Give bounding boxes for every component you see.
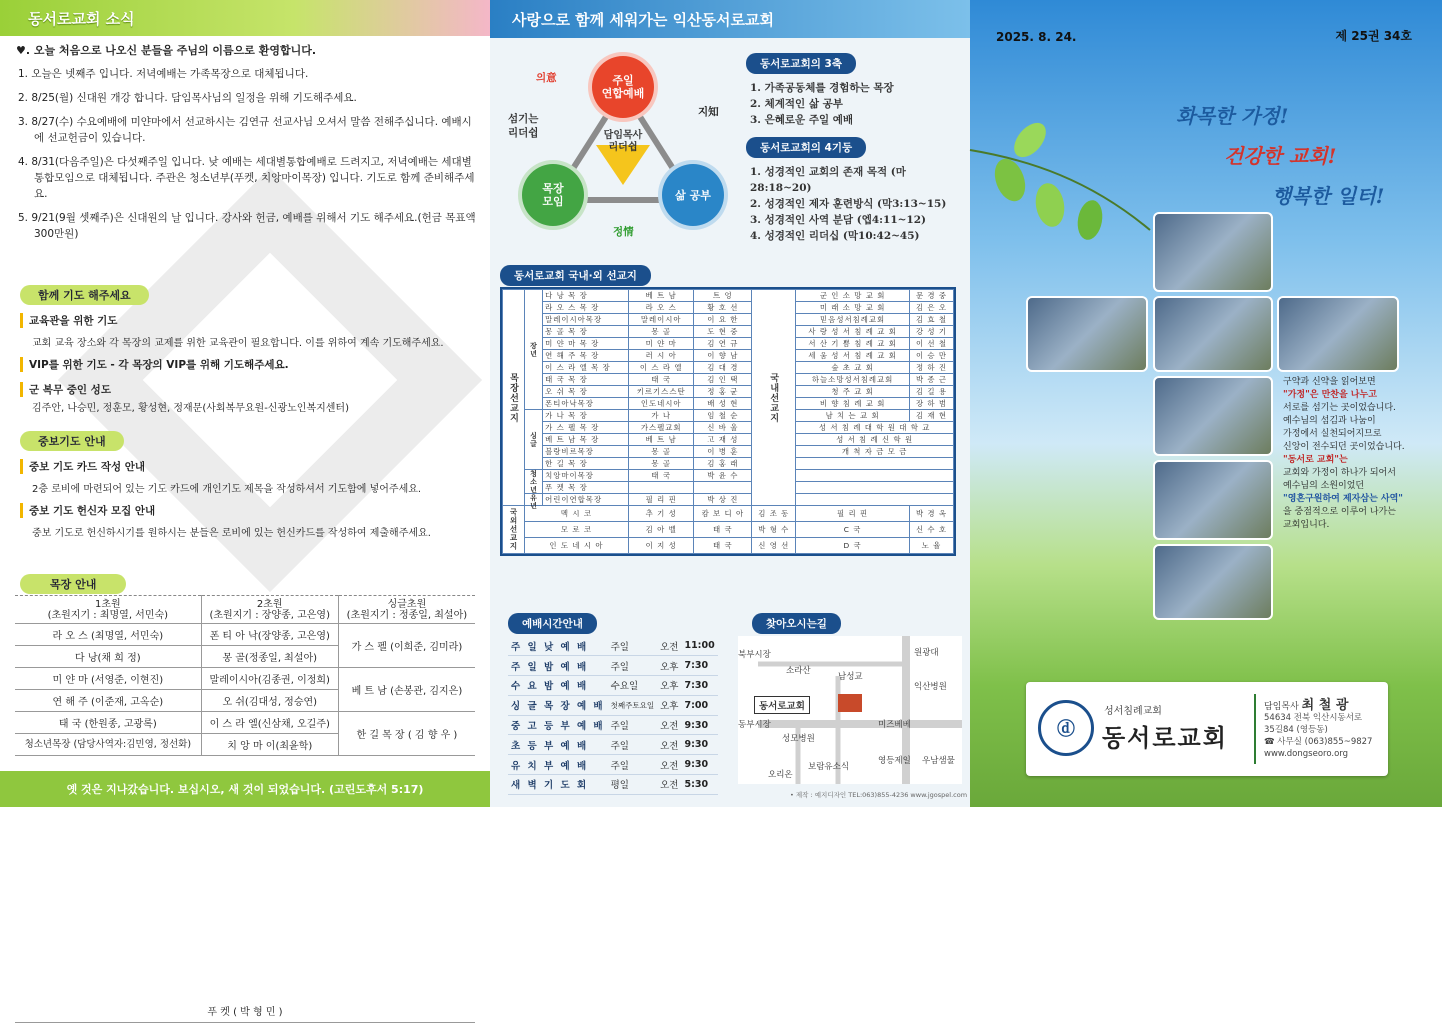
worship-time: 7:30 xyxy=(681,676,717,696)
news-item: 2. 8/25(월) 신대원 개강 합니다. 담임목사님의 일정을 위해 기도해주세요. xyxy=(18,92,357,104)
worship-tag-wrap xyxy=(508,612,597,634)
mission-row xyxy=(503,338,954,350)
photo-kids xyxy=(1026,296,1148,372)
mission-cell: 이 스 라 엘 xyxy=(628,362,693,374)
mission-cell: 가 나 xyxy=(628,410,693,422)
domestic-church: 남 치 는 교 회 xyxy=(796,410,910,422)
foreign-cell: 신 영 선 xyxy=(752,538,796,554)
worship-name: 초 등 부 예 배 xyxy=(508,735,608,755)
domestic-church: 청 주 교 회 xyxy=(796,386,910,398)
axis-item: 1. 가족공동체를 경험하는 목장 xyxy=(750,82,894,94)
worship-day: 주일 xyxy=(608,735,657,755)
mission-cell: 가 나 목 장 xyxy=(543,410,629,422)
mission-cell: 이 향 남 xyxy=(694,350,752,362)
foreign-cell: 박 형 수 xyxy=(752,522,796,538)
church-name: 동서로교회 xyxy=(1102,724,1228,752)
worship-name: 유 치 부 예 배 xyxy=(508,755,608,775)
domestic-church: 성 서 침 례 신 학 원 xyxy=(796,434,954,446)
mokjang-table xyxy=(15,595,475,756)
church-description: 구약과 신약을 읽어보면 "가정"은 만찬을 나누고 서로를 섬기는 곳이었습니다. 예수님의 섬김과 나눔이 가정에서 실천되어지므로 신앙이 전수되던 곳이었습니다. "동서로 교회"는 교회와 가정이 하나가 되어서 예수님의 소원이었던 "영혼구원하여 제자삼는 사역" 을 중점적으로 이루어 나가는 교회입니다. xyxy=(1283,377,1405,530)
worship-day: 주일 xyxy=(608,656,657,676)
mission-cell: 미 얀 마 목 장 xyxy=(543,338,629,350)
mission-cell: 이 요 한 xyxy=(694,314,752,326)
worship-name: 싱 글 목 장 예 배 xyxy=(508,695,608,715)
domestic-label: 국내선교지 xyxy=(752,290,796,506)
credit-text: • 제작 : 예지디자인 TEL:063)855-4236 www.jgospel.com xyxy=(790,791,968,799)
worship-name: 중 고 등 부 예 배 xyxy=(508,715,608,735)
prayer-section xyxy=(20,284,480,414)
church-address: 54634 전북 익산시동서로 35길84 (영등동) ☎ 사무실 (063)855~9827 www.dongseoro.org xyxy=(1264,713,1373,759)
map-label: 오리온 xyxy=(768,770,793,780)
prayer-body: 김주안, 나승민, 정훈모, 황성현, 정재문(사회복무요원-신광노인복지센터) xyxy=(32,403,349,414)
mission-cell: 몽 골 xyxy=(628,446,693,458)
intercession-head: 중보 기도 카드 작성 안내 xyxy=(20,459,480,474)
domestic-pastor: 이 승 만 xyxy=(910,350,954,362)
photo-study xyxy=(1153,460,1273,540)
news-title: 동서로교회 소식 xyxy=(28,9,135,28)
foreign-cell: 태 국 xyxy=(694,538,752,554)
card-divider xyxy=(1254,694,1256,764)
worship-tag: 예배시간안내 xyxy=(508,613,597,634)
mission-row xyxy=(503,482,954,494)
worship-row xyxy=(508,656,718,676)
label-serve: 섬기는 리더쉽 xyxy=(508,113,539,139)
foreign-cell: 신 수 호 xyxy=(910,522,954,538)
foreign-cell: 모 로 코 xyxy=(524,522,628,538)
pillar-item: 3. 성경적인 사역 분담 (엡4:11~12) xyxy=(750,214,927,226)
map-tag-wrap xyxy=(752,612,841,634)
bulletin-date: 2025. 8. 24. xyxy=(996,30,1077,44)
worship-name: 주 일 낮 예 배 xyxy=(508,636,608,656)
photo-pastor xyxy=(1153,296,1273,372)
worship-row xyxy=(508,735,718,755)
intercession-head: 중보 기도 헌신자 모집 안내 xyxy=(20,503,480,518)
map-label: 익산병원 xyxy=(914,682,947,692)
mission-row xyxy=(503,326,954,338)
news-header xyxy=(0,0,490,36)
map-label: 원광대 xyxy=(914,648,939,658)
mission-row xyxy=(503,446,954,458)
table-row: 연 해 주 (이준재, 고옥순) 오 쉬(김대성, 정승연) xyxy=(15,690,475,712)
mission-cell: 오 쉬 목 장 xyxy=(543,386,629,398)
map-label: 소라산 xyxy=(786,666,811,676)
table-row: 미 얀 마 (서영준, 이현진) 말레이시아(김종권, 이정희) 베 트 남 (손봉관, 김지은) xyxy=(15,668,475,690)
intercession-pill: 중보기도 안내 xyxy=(20,431,124,451)
mission-cell xyxy=(694,482,752,494)
mission-cell: 러 시 아 xyxy=(628,350,693,362)
foreign-cell: 멕 시 코 xyxy=(524,506,628,522)
mission-cell: 베 트 남 xyxy=(628,434,693,446)
foreign-cell: 캄 보 디 아 xyxy=(694,506,752,522)
vision-diagram xyxy=(508,50,738,250)
worship-ampm: 오전 xyxy=(657,775,681,795)
foreign-label: 국외선교지 xyxy=(503,506,525,554)
mission-cell: 치앙마이목장 xyxy=(543,470,629,482)
mission-cell: 미 얀 마 xyxy=(628,338,693,350)
table-row: 태 국 (한원종, 고광록) 이 스 라 엘(신삼채, 오길주) 한 길 목 장 ( 김 향 우 ) xyxy=(15,712,475,734)
mission-subgroup-label: 청소년 xyxy=(524,470,542,494)
mission-cell: 인도네시아 xyxy=(628,398,693,410)
table-row: 라 오 스 (최명열, 서민숙) 폰 티 아 낙(장양종, 고은영) 가 스 펠 (이희준, 김미라) xyxy=(15,624,475,646)
mission-cell: 한 길 목 장 xyxy=(543,458,629,470)
mission-subgroup-label: 장년 xyxy=(524,290,542,410)
map-label: 보람유소식 xyxy=(808,762,850,772)
worship-ampm: 오후 xyxy=(657,695,681,715)
domestic-pastor: 김 효 철 xyxy=(910,314,954,326)
domestic-church: 성 서 침 례 대 학 원 대 학 교 xyxy=(796,422,954,434)
verse-text: 옛 것은 지나갔습니다. 보십시오, 새 것이 되었습니다. (고린도후서 5:17) xyxy=(66,783,424,796)
foreign-cell: 김 조 동 xyxy=(752,506,796,522)
mission-row xyxy=(503,374,954,386)
slogan-line-1: 화목한 가정! xyxy=(1176,104,1289,128)
domestic-church: 미 래 소 망 교 회 xyxy=(796,302,910,314)
mission-cell: 폰티아낙목장 xyxy=(543,398,629,410)
worship-time: 7:00 xyxy=(681,695,717,715)
mission-row xyxy=(503,362,954,374)
mission-cell: 김 연 규 xyxy=(694,338,752,350)
foreign-cell: C 국 xyxy=(796,522,910,538)
mission-row xyxy=(503,290,954,302)
foreign-cell: 추 기 성 xyxy=(628,506,693,522)
map-label: 성모병원 xyxy=(782,734,815,744)
mission-row xyxy=(503,410,954,422)
welcome-text: ♥. 오늘 처음으로 나오신 분들을 주님의 이름으로 환영합니다. xyxy=(16,44,317,57)
circle-mokjang: 목장 모임 xyxy=(518,160,588,230)
photo-worship xyxy=(1153,212,1273,292)
mission-cell xyxy=(628,482,693,494)
mission-cell: 라 오 스 xyxy=(628,302,693,314)
verse-footer xyxy=(0,771,490,807)
mission-row xyxy=(503,422,954,434)
worship-name: 새 벽 기 도 회 xyxy=(508,775,608,795)
domestic-church: 군 인 소 망 교 회 xyxy=(796,290,910,302)
mission-cell: 필 리 핀 xyxy=(628,494,693,506)
prayer-pill: 함께 기도 해주세요 xyxy=(20,285,149,305)
grassland-single: 싱글초원 (초원지기 : 정종일, 최설아) xyxy=(338,596,475,624)
mission-cell: 베 트 남 목 장 xyxy=(543,434,629,446)
prayer-head: 군 복무 중인 성도 xyxy=(20,382,480,397)
map-label: 북부시장 xyxy=(738,650,771,660)
intercession-body: 2층 로비에 마련되어 있는 기도 카드에 개인기도 제목을 작성하셔서 기도함에 넣어주세요. xyxy=(32,484,422,495)
map-label: 미즈베베 xyxy=(878,720,911,730)
worship-row xyxy=(508,636,718,656)
mission-row xyxy=(503,350,954,362)
mission-cell: 태 국 목 장 xyxy=(543,374,629,386)
pillar-item: 1. 성경적인 교회의 존재 목적 (마28:18~20) xyxy=(750,166,906,194)
missions-tag: 동서로교회 국내·외 선교지 xyxy=(500,265,651,286)
worship-day: 수요일 xyxy=(608,676,657,696)
circle-worship: 주일 연합예배 xyxy=(588,52,658,122)
domestic-pastor: 정 하 진 xyxy=(910,362,954,374)
mission-cell: 정 홍 균 xyxy=(694,386,752,398)
mokjang-pill: 목장 안내 xyxy=(20,574,126,594)
mission-cell: 연 해 주 목 장 xyxy=(543,350,629,362)
domestic-church: 믿음성서침례교회 xyxy=(796,314,910,326)
mission-cell: 몽 골 xyxy=(628,458,693,470)
foreign-cell: 박 경 옥 xyxy=(910,506,954,522)
mission-row xyxy=(503,302,954,314)
domestic-church: 서 산 기 쁨 침 례 교 회 xyxy=(796,338,910,350)
mission-cell: 몽 골 xyxy=(628,326,693,338)
prayer-body: 교회 교육 장소와 각 목장의 교제를 위한 교육관이 필요합니다. 이를 위하여 계속 기도해주세요. xyxy=(32,338,444,349)
mission-cell: 박 상 진 xyxy=(694,494,752,506)
missions-table xyxy=(500,287,956,556)
mission-row xyxy=(503,458,954,470)
mission-cell: 몽 골 목 장 xyxy=(543,326,629,338)
worship-day: 주일 xyxy=(608,636,657,656)
missions-tag-wrap xyxy=(500,264,651,286)
news-list xyxy=(18,66,476,242)
mission-cell: 가스펠교회 xyxy=(628,422,693,434)
worship-name: 수 요 밤 예 배 xyxy=(508,676,608,696)
circle-life-study: 삶 공부 xyxy=(658,160,728,230)
foreign-cell: 김 아 벨 xyxy=(628,522,693,538)
three-axes xyxy=(746,52,966,244)
mokjang-header-row xyxy=(15,596,475,624)
mission-cell: 베 트 남 xyxy=(628,290,693,302)
news-item: 4. 8/31(다음주일)은 다섯째주일 입니다. 낮 예배는 세대별통합예배로 드려지고, 저녁예배는 세대별통합모임으로 대체됩니다. 주관은 청소년부(푸켓, 치앙마이목장) 입니다. 기도로 함께 준비해주세요. xyxy=(18,156,475,200)
domestic-pastor: 문 경 중 xyxy=(910,290,954,302)
mokjang-pill-wrap xyxy=(20,573,126,594)
center-leadership: 담임목사 리더쉽 xyxy=(603,130,643,153)
worship-row xyxy=(508,775,718,795)
foreign-cell: 인 도 네 시 아 xyxy=(524,538,628,554)
cover-panel xyxy=(970,0,1442,807)
intercession-section xyxy=(20,430,480,539)
photo-group xyxy=(1153,376,1273,456)
vision-panel xyxy=(490,0,970,807)
foreign-row xyxy=(503,522,954,538)
mission-row xyxy=(503,494,954,506)
foreign-cell: 노 율 xyxy=(910,538,954,554)
domestic-pastor: 박 종 근 xyxy=(910,374,954,386)
mission-cell: 트 엉 xyxy=(694,290,752,302)
mission-cell: 황 호 선 xyxy=(694,302,752,314)
axis-item: 2. 체계적인 삶 공부 xyxy=(750,98,843,110)
map-label: 동부시장 xyxy=(738,720,771,730)
worship-time: 11:00 xyxy=(681,636,717,656)
mission-cell: 블랑비르목장 xyxy=(543,446,629,458)
mission-cell: 말레이시아목장 xyxy=(543,314,629,326)
pillars-tag: 동서로교회의 4기둥 xyxy=(746,137,866,158)
foreign-cell: 태 국 xyxy=(694,522,752,538)
worship-row xyxy=(508,755,718,775)
mission-cell: 임 철 순 xyxy=(694,410,752,422)
domestic-church: 개 척 자 금 모 금 xyxy=(796,446,954,458)
grassland-2: 2초원 (초원지기 : 장양종, 고은영) xyxy=(201,596,338,624)
mission-subgroup-label: 싱글 xyxy=(524,410,542,470)
worship-ampm: 오전 xyxy=(657,636,681,656)
mission-cell: 태 국 xyxy=(628,470,693,482)
news-item: 3. 8/27(수) 수요예배에 미얀마에서 선교하시는 김연규 선교사님 오셔서 말씀 전해주십니다. 예배시에 선교헌금이 있습니다. xyxy=(18,116,472,144)
church-subtitle: 성서침례교회 xyxy=(1104,706,1162,717)
worship-time: 5:30 xyxy=(681,775,717,795)
mission-cell: 푸 켓 목 장 xyxy=(543,482,629,494)
domestic-pastor: 김 길 용 xyxy=(910,386,954,398)
domestic-church: 비 향 침 례 교 회 xyxy=(796,398,910,410)
pillar-item: 2. 성경적인 제자 훈련방식 (막3:13~15) xyxy=(750,198,947,210)
worship-row xyxy=(508,676,718,696)
mission-cell: 키르기스스탄 xyxy=(628,386,693,398)
prayer-head: 교육관을 위한 기도 xyxy=(20,313,480,328)
foreign-row xyxy=(503,538,954,554)
worship-time: 7:30 xyxy=(681,656,717,676)
foreign-cell: D 국 xyxy=(796,538,910,554)
map-label: 남성교 xyxy=(838,672,863,682)
worship-day: 주일 xyxy=(608,715,657,735)
domestic-pastor: 강 성 기 xyxy=(910,326,954,338)
worship-time: 9:30 xyxy=(681,715,717,735)
map-tag: 찾아오시는길 xyxy=(752,613,841,634)
mission-cell: 김 대 경 xyxy=(694,362,752,374)
pillar-item: 4. 성경적인 리더십 (막10:42~45) xyxy=(750,230,920,242)
label-will: 의意 xyxy=(536,72,557,84)
mission-cell: 이 병 훈 xyxy=(694,446,752,458)
worship-ampm: 오후 xyxy=(657,676,681,696)
domestic-church: 세 움 성 서 침 례 교 회 xyxy=(796,350,910,362)
mission-cell: 말레이시아 xyxy=(628,314,693,326)
map-church-label: 동서로교회 xyxy=(754,696,810,714)
mission-cell: 배 성 현 xyxy=(694,398,752,410)
map-label: 영등제일 xyxy=(878,756,911,766)
worship-time: 9:30 xyxy=(681,755,717,775)
mission-cell: 이 스 라 엘 목 장 xyxy=(543,362,629,374)
domestic-church: 숲 초 교 회 xyxy=(796,362,910,374)
mission-cell: 김 홍 래 xyxy=(694,458,752,470)
mission-cell: 고 재 성 xyxy=(694,434,752,446)
mission-row xyxy=(503,386,954,398)
mission-subgroup-label: 유년 xyxy=(524,494,542,506)
directions-map xyxy=(738,636,962,784)
mission-cell: 도 현 중 xyxy=(694,326,752,338)
worship-ampm: 오전 xyxy=(657,735,681,755)
mission-group-label: 목장선교지 xyxy=(503,290,525,506)
map-label: 우남샘물 xyxy=(922,756,955,766)
domestic-church: 하늘소망성서침례교회 xyxy=(796,374,910,386)
slogan-line-3: 행복한 일터! xyxy=(1272,184,1385,208)
worship-day: 첫째주토요일 xyxy=(608,695,657,715)
mission-row xyxy=(503,434,954,446)
worship-time: 9:30 xyxy=(681,735,717,755)
worship-ampm: 오후 xyxy=(657,656,681,676)
axis-item: 3. 은혜로운 주일 예배 xyxy=(750,114,854,126)
mission-cell: 박 윤 수 xyxy=(694,470,752,482)
axes-tag: 동서로교회의 3축 xyxy=(746,53,856,74)
mission-cell: 가 스 펠 목 장 xyxy=(543,422,629,434)
domestic-pastor: 이 선 철 xyxy=(910,338,954,350)
worship-day: 주일 xyxy=(608,755,657,775)
mission-row xyxy=(503,470,954,482)
domestic-pastor: 김 재 현 xyxy=(910,410,954,422)
worship-ampm: 오전 xyxy=(657,715,681,735)
leaf-branch-icon xyxy=(970,110,1170,260)
pastor-block: 담임목사 최 철 광 xyxy=(1264,698,1349,713)
vision-header xyxy=(490,0,970,38)
news-panel: 동서로교회 소식 ♥. 오늘 처음으로 나오신 분들을 주님의 이름으로 환영합니다. 1. 오늘은 넷째주 입니다. 저녁예배는 가족목장으로 대체됩니다. 2. 8/25(월) 신대원 개강 합니다. 담임목사님의 일정을 위해 기도해주세요. 3. 8/27(수) 수요예배에 미얀마에서 선교하시는 김연규 선교사님 오셔서 말씀 전해주십니다. 예배시에 선교헌금이 있습니다. 4. 8/31(다음주일)은 다섯째주일 입니다. 낮 예배는 세대별통합예배로 드려지고, 저녁예배는 세대별통합모임으로 대체됩니다. 주관은 청소년부(푸켓, 치앙마이목장) 입니다. 기도로 함께 준비해주세요. 5. 9/21(9월 셋째주)은 신대원의 날 입니다. 강사와 헌금, 예배를 위해서 기도 해주세요.(헌금 목표액 300만원) 함께 기도 해주세요 교육관을 위한 기도 교회 교육 장소와 각 목장의 교제를 위한 교육관이 필요합니다. 이를 위하여 계속 기도해주세요. VIP를 위한 기도 - 각 목장의 VIP를 위해 기도해주세요. 군 복무 중인 성도 김주안, 나승민, 정훈모, 황성현, 정재문(사회복무요원-신광노인복지센터) 중보기도 안내 중보 기도 카드 작성 안내 2층 로비에 마련되어 있는 기도 카드에 개인기도 제목을 작성하셔서 기도함에 넣어주세요. 중보 기도 헌신자 모집 안내 중보 기도로 헌신하시기를 원하시는 분들은 로비에 있는 헌신카드를 작성하여 제출해주세요. 목장 안내 1초원 (초원지기 : 최명열, 서민숙) 2초원 (초원지기 : 장양종, 고은영) 싱글초원 (초원지기 : 정종일, 최설아) 라 오 스 (최명열, 서민숙) 폰 티 아 낙(장양종, 고은영) 가 스 펠 (이희준, 김미라) 다 낭(채 희 정) 몽 골(정종일, 최설아) 미 얀 마 (서영준, 이현진) 말레이시아(김종권, 이정희) 베 트 남 (손봉관, 김지은) 연 해 주 (이준재, 고옥순) 오 쉬(김대성, 정승연) 태 국 (한원종, 고광록) 이 스 라 엘(신삼채, 오길주) 한 길 목 장 ( 김 향 우 ) 청소년목장 (담당사역자:김민영, 정선화) 치 앙 마 이(최윤학) 푸 켓 ( 박 형 민 ) 옛 것은 지나갔습니다. 보십시오, 새 것이 되었습니다. (고린도후서 5:17) xyxy=(0,0,490,807)
prayer-head: VIP를 위한 기도 - 각 목장의 VIP를 위해 기도해주세요. xyxy=(20,357,480,372)
grassland-1: 1초원 (초원지기 : 최명열, 서민숙) xyxy=(15,596,201,624)
foreign-cell: 이 지 성 xyxy=(628,538,693,554)
mission-row xyxy=(503,314,954,326)
worship-day: 평일 xyxy=(608,775,657,795)
mission-cell: 신 바 울 xyxy=(694,422,752,434)
mission-cell: 태 국 xyxy=(628,374,693,386)
worship-row xyxy=(508,715,718,735)
mission-cell: 어린이연합목장 xyxy=(543,494,629,506)
domestic-pastor: 장 하 범 xyxy=(910,398,954,410)
photo-youth xyxy=(1153,544,1273,620)
table-row: 청소년목장 (담당사역자:김민영, 정선화) 치 앙 마 이(최윤학) xyxy=(15,734,475,756)
mission-cell: 라 오 스 목 장 xyxy=(543,302,629,314)
vision-title: 사랑으로 함께 세워가는 익산동서로교회 xyxy=(512,10,774,29)
worship-table xyxy=(508,636,718,795)
worship-row xyxy=(508,695,718,715)
news-item: 1. 오늘은 넷째주 입니다. 저녁예배는 가족목장으로 대체됩니다. xyxy=(18,68,309,80)
domestic-pastor: 김 은 오 xyxy=(910,302,954,314)
foreign-row xyxy=(503,506,954,522)
foreign-cell: 필 리 핀 xyxy=(796,506,910,522)
intercession-body: 중보 기도로 헌신하시기를 원하시는 분들은 로비에 있는 헌신카드를 작성하여 제출해주세요. xyxy=(32,528,431,539)
table-row: 다 낭(채 희 정) 몽 골(정종일, 최설아) xyxy=(15,646,475,668)
bulletin-volume: 제 25권 34호 xyxy=(1335,29,1412,43)
mission-cell: 다 낭 목 장 xyxy=(543,290,629,302)
church-logo-icon: ⓓ xyxy=(1038,700,1094,756)
slogan-line-2: 건강한 교회! xyxy=(1224,144,1337,168)
news-item: 5. 9/21(9월 셋째주)은 신대원의 날 입니다. 강사와 헌금, 예배를 위해서 기도 해주세요.(헌금 목표액 300만원) xyxy=(18,212,476,240)
domestic-church: 사 랑 성 서 침 례 교 회 xyxy=(796,326,910,338)
mission-row xyxy=(503,398,954,410)
worship-name: 주 일 밤 예 배 xyxy=(508,656,608,676)
church-info-card xyxy=(1026,682,1388,776)
mission-cell: 김 인 택 xyxy=(694,374,752,386)
label-know: 지知 xyxy=(698,106,719,118)
photo-gathering xyxy=(1277,296,1399,372)
label-emotion: 정情 xyxy=(613,226,634,238)
worship-ampm: 오전 xyxy=(657,755,681,775)
